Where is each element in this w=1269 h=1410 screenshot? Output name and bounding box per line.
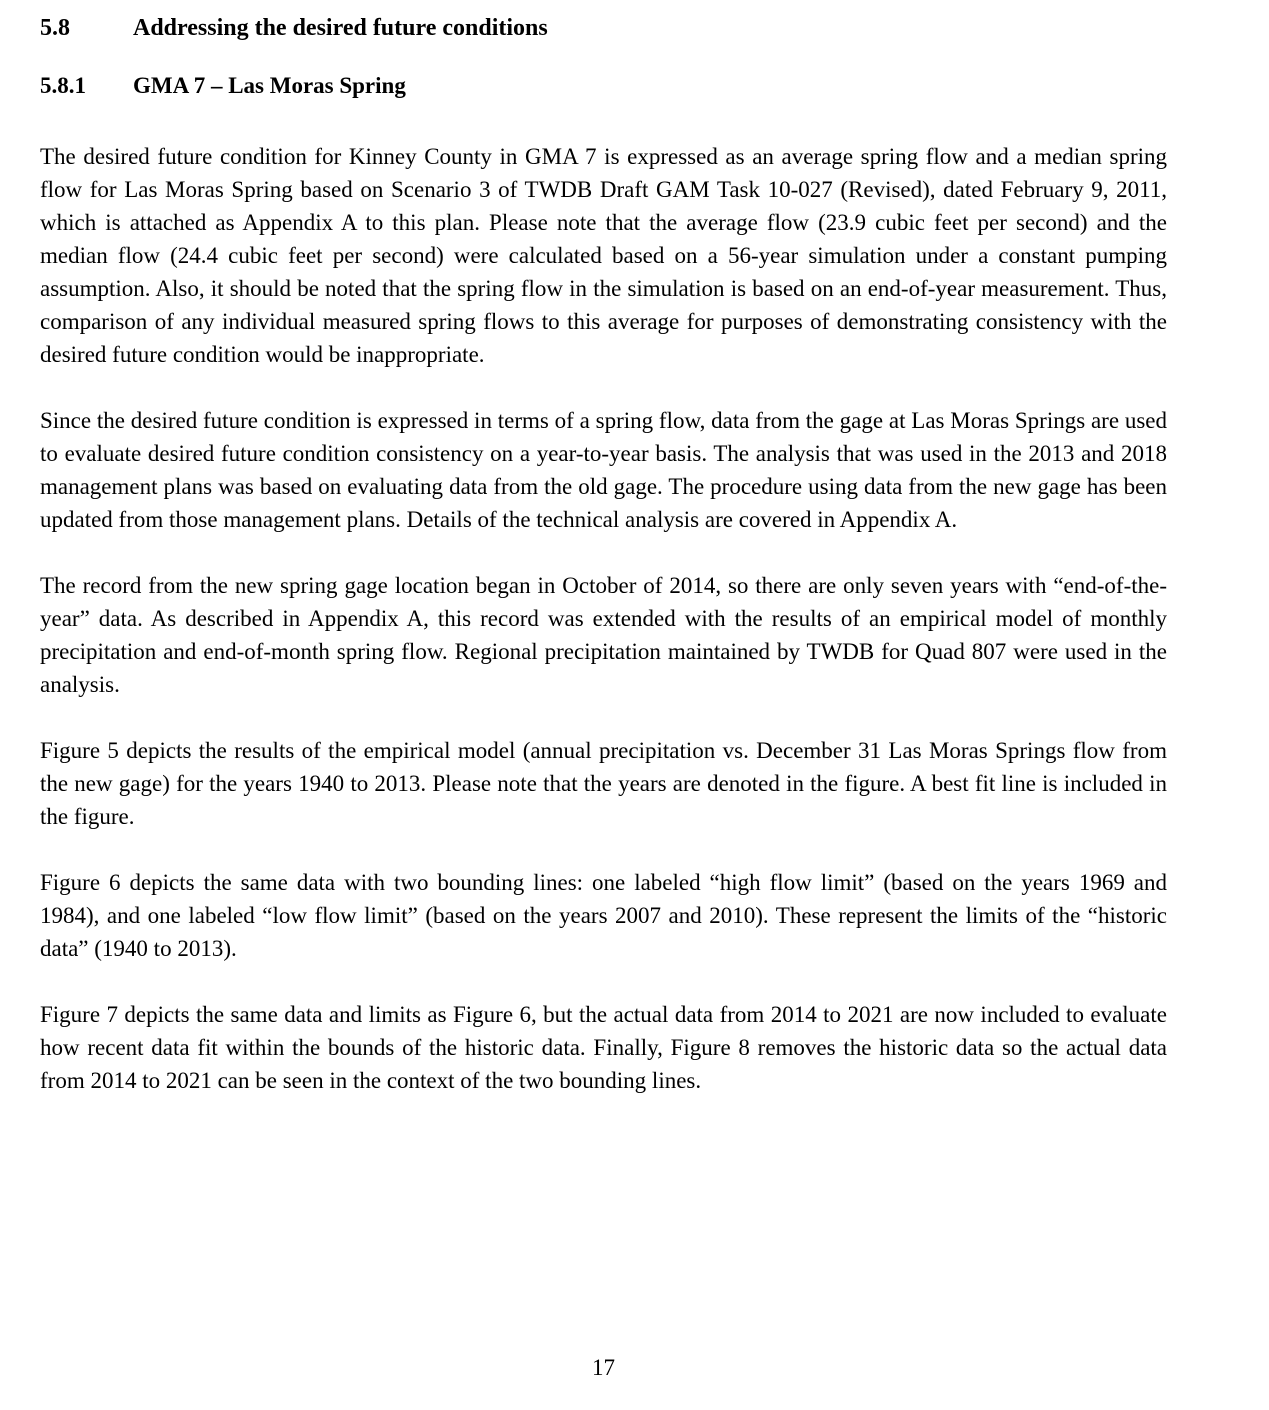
section-heading (40, 12, 1167, 45)
section-number: 5.8 (40, 15, 70, 41)
paragraph-dfc-expression: The desired future condition for Kinney County in GMA 7 is expressed as an average spring flow and a median spring flow for Las Moras Spring based on Scenario 3 of TWDB Draft GAM Task 10-027 (Revised), dated February 9, 2011, which is attached as Appendix A to this plan. Please note that the average flow (23.9 cubic feet per second) and the median flow (24.4 cubic feet per second) were calculated based on a 56-year simulation under a constant pumping assumption. Also, it should be noted that the spring flow in the simulation is based on an end-of-year measurement. Thus, comparison of any individual measured spring flows to this average for purposes of demonstrating consistency with the desired future condition would be inappropriate. (40, 144, 1167, 367)
paragraph-figure-7-8: Figure 7 depicts the same data and limits as Figure 6, but the actual data from 2014 to 2021 are now included to evaluate how recent data fit within the bounds of the historic data. Finally, Figure 8 removes the historic data so the actual data from 2014 to 2021 can be seen in the context of the two bounding lines. (40, 1002, 1167, 1093)
paragraph-figure-5: Figure 5 depicts the results of the empirical model (annual precipitation vs. December 31 Las Moras Springs flow from the new gage) for the years 1940 to 2013. Please note that the years are denoted in the figure. A best fit line is included in the figure. (40, 738, 1167, 829)
page-number: 17 (592, 1355, 615, 1380)
section-title: Addressing the desired future conditions (133, 15, 548, 41)
subsection-heading (40, 69, 1167, 102)
paragraph-figure-6: Figure 6 depicts the same data with two bounding lines: one labeled “high flow limit” (based on the years 1969 and 1984), and one labeled “low flow limit” (based on the years 2007 and 2010). These represent the limits of the “historic data” (1940 to 2013). (40, 870, 1167, 961)
paragraph-gage-data: Since the desired future condition is expressed in terms of a spring flow, data from the gage at Las Moras Springs are used to evaluate desired future condition consistency on a year-to-year basis. The analysis that was used in the 2013 and 2018 management plans was based on evaluating data from the old gage. The procedure using data from the new gage has been updated from those management plans. Details of the technical analysis are covered in Appendix A. (40, 408, 1167, 532)
paragraph-record-extension: The record from the new spring gage location began in October of 2014, so there are only seven years with “end-of-the-year” data. As described in Appendix A, this record was extended with the results of an empirical model of monthly precipitation and end-of-month spring flow. Regional precipitation maintained by TWDB for Quad 807 were used in the analysis. (40, 573, 1167, 697)
subsection-title: GMA 7 – Las Moras Spring (133, 73, 406, 98)
subsection-number: 5.8.1 (40, 73, 86, 98)
